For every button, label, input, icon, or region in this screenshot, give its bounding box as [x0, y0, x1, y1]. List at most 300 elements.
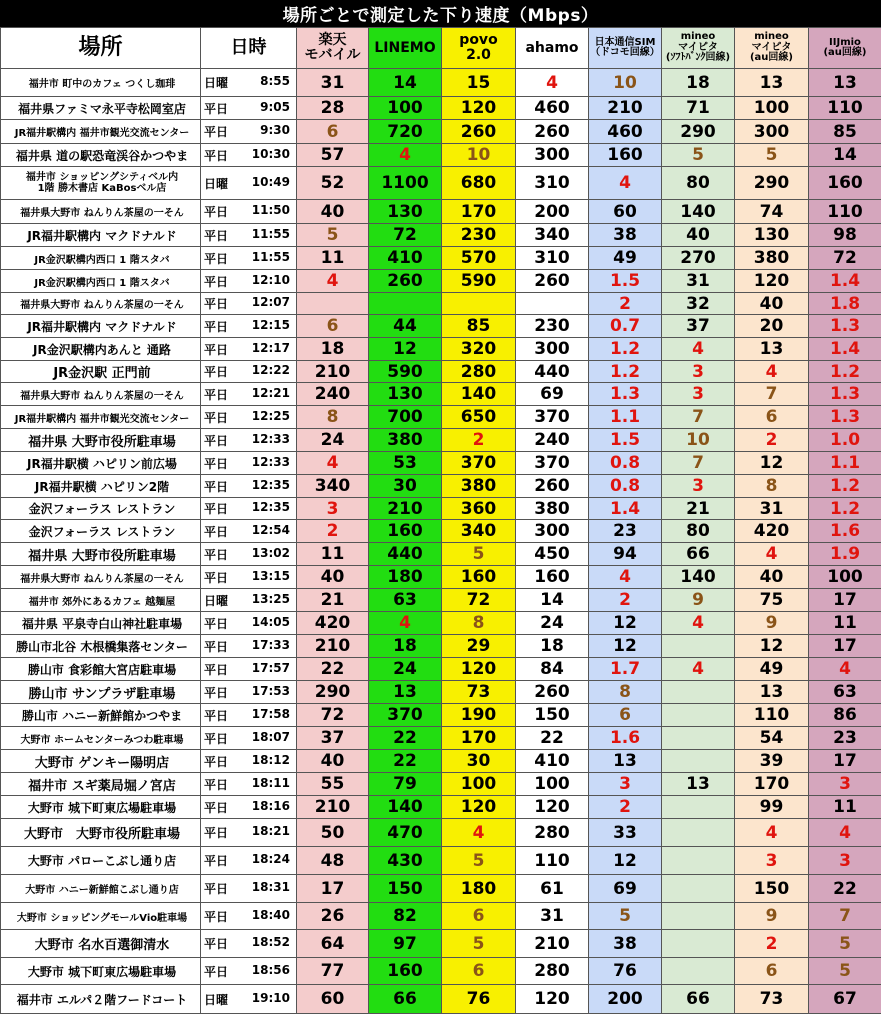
time-label: 13:02: [251, 545, 290, 560]
location-cell: 福井県大野市 ねんりん茶屋の一そん: [1, 293, 201, 315]
time-label: 13:25: [251, 591, 290, 606]
speed-povo: 120: [442, 658, 516, 681]
speed-povo: 590: [442, 270, 516, 293]
speed-povo: 6: [442, 903, 516, 930]
speed-rakuten: 17: [297, 875, 369, 903]
location-cell: 福井県ファミマ永平寺松岡室店: [1, 97, 201, 120]
speed-nihon-tsushin: 12: [589, 847, 662, 875]
speed-nihon-tsushin: 5: [589, 903, 662, 930]
location-cell: 福井県大野市 ねんりん茶屋の一そん: [1, 200, 201, 224]
speed-nihon-tsushin: 1.5: [589, 429, 662, 452]
day-label: 平日: [204, 639, 229, 654]
speed-rakuten: 72: [297, 704, 369, 727]
speed-linemo: 13: [369, 681, 442, 704]
speed-nihon-tsushin: 460: [589, 120, 662, 144]
speed-mineo-au: 31: [735, 498, 809, 520]
speed-ahamo: 240: [516, 429, 589, 452]
speed-povo: 120: [442, 796, 516, 819]
speed-povo: 370: [442, 452, 516, 475]
table-row: [1, 270, 881, 293]
speed-ahamo: 31: [516, 903, 589, 930]
speed-mineo-au: 300: [735, 120, 809, 144]
speed-rakuten: 55: [297, 773, 369, 796]
speed-linemo: 180: [369, 566, 442, 589]
speed-povo: 6: [442, 958, 516, 985]
speed-mineo-au: 13: [735, 681, 809, 704]
datetime-cell: [201, 543, 297, 566]
speed-rakuten: 60: [297, 985, 369, 1014]
speed-linemo: 700: [369, 406, 442, 429]
time-label: 18:16: [251, 798, 290, 813]
speed-mineo-softbank: [662, 796, 735, 819]
speed-nihon-tsushin: 38: [589, 930, 662, 958]
speed-mineo-softbank: 5: [662, 144, 735, 167]
datetime-cell: [201, 658, 297, 681]
day-label: 平日: [204, 882, 229, 896]
speed-nihon-tsushin: 1.2: [589, 338, 662, 361]
table-row: [1, 658, 881, 681]
datetime-cell: [201, 224, 297, 247]
speed-mineo-softbank: 66: [662, 985, 735, 1014]
speed-nihon-tsushin: 10: [589, 69, 662, 97]
table-row: [1, 120, 881, 144]
speed-iijmio: 110: [809, 200, 881, 224]
time-label: 10:49: [251, 174, 290, 189]
datetime-cell: [201, 167, 297, 200]
day-label: 平日: [204, 964, 229, 979]
speed-povo: 570: [442, 247, 516, 270]
speed-iijmio: 13: [809, 69, 881, 97]
speed-mineo-au: 4: [735, 543, 809, 566]
location-cell: 大野市 ハニー新鮮館こぶし通り店: [1, 875, 201, 903]
speed-nihon-tsushin: 1.5: [589, 270, 662, 293]
speed-ahamo: 260: [516, 120, 589, 144]
speed-ahamo: 61: [516, 875, 589, 903]
header-rakuten: 楽天 モバイル: [297, 28, 369, 69]
day-label: 平日: [204, 524, 229, 539]
speed-mineo-softbank: 4: [662, 658, 735, 681]
speed-nihon-tsushin: 2: [589, 589, 662, 612]
speed-povo: 190: [442, 704, 516, 727]
day-label: 平日: [204, 754, 229, 769]
speed-linemo: 470: [369, 819, 442, 847]
time-label: 18:12: [251, 752, 290, 767]
speed-povo: [442, 293, 516, 315]
datetime-cell: [201, 750, 297, 773]
speed-mineo-au: 4: [735, 361, 809, 383]
speed-linemo: 160: [369, 520, 442, 543]
day-label: 平日: [204, 662, 229, 677]
speed-mineo-softbank: 80: [662, 520, 735, 543]
day-label: 平日: [204, 251, 229, 266]
speed-ahamo: 14: [516, 589, 589, 612]
speed-nihon-tsushin: 94: [589, 543, 662, 566]
speed-povo: 5: [442, 930, 516, 958]
table-row: [1, 452, 881, 475]
datetime-cell: [201, 270, 297, 293]
speed-linemo: 160: [369, 958, 442, 985]
table-row: [1, 69, 881, 97]
speed-povo: 280: [442, 361, 516, 383]
datetime-cell: [201, 847, 297, 875]
speed-rakuten: 77: [297, 958, 369, 985]
speed-mineo-au: 420: [735, 520, 809, 543]
speed-mineo-softbank: 21: [662, 498, 735, 520]
location-cell: JR金沢駅構内西口 1 階スタバ: [1, 247, 201, 270]
speed-nihon-tsushin: 33: [589, 819, 662, 847]
header-ahamo: ahamo: [516, 28, 589, 69]
location-cell: JR福井駅構内 福井市観光交流センター: [1, 406, 201, 429]
speed-rakuten: 5: [297, 224, 369, 247]
datetime-cell: [201, 315, 297, 338]
day-label: 平日: [204, 125, 229, 139]
speed-mineo-softbank: 3: [662, 361, 735, 383]
speed-mineo-softbank: 66: [662, 543, 735, 566]
speed-povo: 85: [442, 315, 516, 338]
speed-mineo-softbank: [662, 750, 735, 773]
datetime-cell: [201, 566, 297, 589]
table-row: [1, 543, 881, 566]
time-label: 12:07: [251, 295, 290, 309]
table-row: [1, 167, 881, 200]
speed-rakuten: 22: [297, 658, 369, 681]
speed-linemo: 97: [369, 930, 442, 958]
speed-povo: 170: [442, 200, 516, 224]
speed-nihon-tsushin: 49: [589, 247, 662, 270]
speed-ahamo: 440: [516, 361, 589, 383]
table-row: [1, 612, 881, 635]
speed-nihon-tsushin: 12: [589, 635, 662, 658]
time-label: 18:40: [251, 907, 290, 922]
speed-nihon-tsushin: 1.6: [589, 727, 662, 750]
table-row: [1, 247, 881, 270]
speed-linemo: 1100: [369, 167, 442, 200]
speed-nihon-tsushin: 0.7: [589, 315, 662, 338]
datetime-cell: [201, 200, 297, 224]
speed-iijmio: 98: [809, 224, 881, 247]
speed-mineo-softbank: 270: [662, 247, 735, 270]
location-cell: JR福井駅横 ハピリン2階: [1, 475, 201, 498]
speed-povo: 140: [442, 383, 516, 406]
table-row: [1, 315, 881, 338]
table-row: [1, 704, 881, 727]
table-row: [1, 847, 881, 875]
table-row: [1, 224, 881, 247]
speed-ahamo: 310: [516, 247, 589, 270]
location-cell: 勝山市北谷 木根橋集落センター: [1, 635, 201, 658]
time-label: 12:10: [251, 272, 290, 287]
speed-mineo-au: 13: [735, 69, 809, 97]
speed-mineo-softbank: [662, 681, 735, 704]
speed-mineo-au: 380: [735, 247, 809, 270]
day-label: 平日: [204, 456, 229, 471]
speed-ahamo: 210: [516, 930, 589, 958]
time-label: 11:55: [251, 226, 290, 241]
speed-linemo: 22: [369, 727, 442, 750]
speed-table: [0, 27, 881, 1014]
location-cell: 大野市 ホームセンターみつわ駐車場: [1, 727, 201, 750]
speed-ahamo: 280: [516, 958, 589, 985]
speed-nihon-tsushin: 1.4: [589, 498, 662, 520]
speed-iijmio: 5: [809, 958, 881, 985]
speed-linemo: 12: [369, 338, 442, 361]
speed-mineo-au: 40: [735, 566, 809, 589]
time-label: 12:35: [251, 500, 290, 514]
speed-ahamo: 370: [516, 452, 589, 475]
day-label: 平日: [204, 909, 229, 924]
speed-iijmio: 100: [809, 566, 881, 589]
speed-ahamo: [516, 293, 589, 315]
speed-rakuten: 21: [297, 589, 369, 612]
speed-ahamo: 160: [516, 566, 589, 589]
day-label: 平日: [204, 854, 229, 868]
speed-mineo-au: 20: [735, 315, 809, 338]
time-label: 14:05: [251, 614, 290, 629]
datetime-cell: [201, 293, 297, 315]
speed-linemo: 24: [369, 658, 442, 681]
speed-linemo: 53: [369, 452, 442, 475]
speed-mineo-softbank: [662, 847, 735, 875]
table-row: [1, 796, 881, 819]
day-label: 平日: [204, 342, 229, 357]
speed-povo: 4: [442, 819, 516, 847]
speed-iijmio: 17: [809, 635, 881, 658]
speed-iijmio: 1.9: [809, 543, 881, 566]
location-cell: 福井市 郊外にあるカフェ 越麺屋: [1, 589, 201, 612]
speed-ahamo: 300: [516, 520, 589, 543]
speed-povo: 5: [442, 847, 516, 875]
speed-povo: 260: [442, 120, 516, 144]
speed-mineo-softbank: 13: [662, 773, 735, 796]
speed-mineo-au: 39: [735, 750, 809, 773]
time-label: 12:21: [251, 385, 290, 400]
speed-ahamo: 410: [516, 750, 589, 773]
day-label: 平日: [204, 731, 229, 746]
speed-linemo: 44: [369, 315, 442, 338]
speed-nihon-tsushin: 1.1: [589, 406, 662, 429]
speed-ahamo: 260: [516, 270, 589, 293]
header-datetime: 日時: [201, 28, 297, 69]
day-label: 平日: [204, 101, 229, 116]
speed-linemo: 82: [369, 903, 442, 930]
time-label: 18:07: [251, 729, 290, 744]
day-label: 平日: [204, 433, 229, 448]
speed-povo: 160: [442, 566, 516, 589]
day-label: 平日: [204, 479, 229, 494]
day-label: 日曜: [204, 593, 229, 608]
speed-rakuten: 11: [297, 543, 369, 566]
speed-mineo-au: 290: [735, 167, 809, 200]
speed-mineo-au: 9: [735, 612, 809, 635]
speed-rakuten: 340: [297, 475, 369, 498]
speed-iijmio: 11: [809, 796, 881, 819]
speed-mineo-au: 100: [735, 97, 809, 120]
day-label: 平日: [204, 228, 229, 243]
speed-rakuten: 37: [297, 727, 369, 750]
time-label: 9:05: [260, 99, 290, 114]
day-label: 日曜: [204, 176, 229, 191]
speed-iijmio: 160: [809, 167, 881, 200]
time-label: 17:33: [251, 637, 290, 652]
time-label: 13:15: [251, 568, 290, 583]
datetime-cell: [201, 452, 297, 475]
speed-rakuten: 28: [297, 97, 369, 120]
datetime-cell: [201, 383, 297, 406]
datetime-cell: [201, 120, 297, 144]
speed-mineo-au: 8: [735, 475, 809, 498]
day-label: 平日: [204, 410, 229, 425]
location-cell: JR福井駅横 ハピリン前広場: [1, 452, 201, 475]
speed-iijmio: 3: [809, 773, 881, 796]
datetime-cell: [201, 704, 297, 727]
datetime-cell: [201, 406, 297, 429]
speed-rakuten: 240: [297, 383, 369, 406]
table-row: [1, 985, 881, 1014]
speed-mineo-au: 130: [735, 224, 809, 247]
speed-ahamo: 260: [516, 475, 589, 498]
time-label: 19:10: [251, 990, 290, 1005]
speed-mineo-softbank: 290: [662, 120, 735, 144]
time-label: 11:55: [251, 249, 290, 264]
speed-iijmio: 3: [809, 847, 881, 875]
speed-nihon-tsushin: 0.8: [589, 475, 662, 498]
speed-povo: 360: [442, 498, 516, 520]
time-label: 18:31: [251, 880, 290, 894]
time-label: 12:54: [251, 522, 290, 537]
speed-mineo-softbank: [662, 819, 735, 847]
speed-povo: 650: [442, 406, 516, 429]
speed-povo: 10: [442, 144, 516, 167]
speed-rakuten: 210: [297, 635, 369, 658]
location-cell: 福井県 大野市役所駐車場: [1, 429, 201, 452]
speed-nihon-tsushin: 6: [589, 704, 662, 727]
time-label: 18:21: [251, 824, 290, 838]
datetime-cell: [201, 796, 297, 819]
speed-mineo-au: 99: [735, 796, 809, 819]
speed-ahamo: 340: [516, 224, 589, 247]
speed-mineo-softbank: 140: [662, 566, 735, 589]
header-row: [1, 28, 881, 69]
speed-iijmio: 5: [809, 930, 881, 958]
time-label: 18:56: [251, 962, 290, 977]
day-label: 平日: [204, 826, 229, 840]
table-row: [1, 875, 881, 903]
speed-linemo: 150: [369, 875, 442, 903]
speed-mineo-au: 40: [735, 293, 809, 315]
speed-iijmio: 1.6: [809, 520, 881, 543]
speed-linemo: 22: [369, 750, 442, 773]
table-row: [1, 750, 881, 773]
speed-iijmio: 1.3: [809, 406, 881, 429]
speed-mineo-au: 150: [735, 875, 809, 903]
location-cell: 福井県大野市 ねんりん茶屋の一そん: [1, 566, 201, 589]
speed-mineo-au: 2: [735, 930, 809, 958]
speed-mineo-au: 12: [735, 635, 809, 658]
speed-rakuten: 6: [297, 315, 369, 338]
day-label: 平日: [204, 502, 229, 516]
speed-mineo-softbank: 31: [662, 270, 735, 293]
speed-mineo-softbank: 7: [662, 406, 735, 429]
time-label: 12:33: [251, 431, 290, 446]
speed-rakuten: 50: [297, 819, 369, 847]
datetime-cell: [201, 69, 297, 97]
location-cell: JR福井駅構内 マクドナルド: [1, 224, 201, 247]
speed-mineo-au: 120: [735, 270, 809, 293]
speed-rakuten: 18: [297, 338, 369, 361]
time-label: 10:30: [251, 146, 290, 161]
speed-povo: 29: [442, 635, 516, 658]
datetime-cell: [201, 903, 297, 930]
speed-linemo: 30: [369, 475, 442, 498]
speed-mineo-au: 7: [735, 383, 809, 406]
speed-ahamo: 310: [516, 167, 589, 200]
location-cell: JR福井駅構内 マクドナルド: [1, 315, 201, 338]
speed-iijmio: 85: [809, 120, 881, 144]
table-row: [1, 958, 881, 985]
time-label: 8:55: [260, 74, 290, 88]
location-cell: 福井市 エルパ２階フードコート: [1, 985, 201, 1014]
speed-mineo-au: 12: [735, 452, 809, 475]
datetime-cell: [201, 498, 297, 520]
speed-ahamo: 460: [516, 97, 589, 120]
speed-mineo-softbank: 40: [662, 224, 735, 247]
speed-rakuten: 40: [297, 200, 369, 224]
speed-rakuten: 8: [297, 406, 369, 429]
speed-linemo: 210: [369, 498, 442, 520]
speed-linemo: 72: [369, 224, 442, 247]
speed-rakuten: 24: [297, 429, 369, 452]
location-cell: 大野市 城下町東広場駐車場: [1, 796, 201, 819]
speed-linemo: 720: [369, 120, 442, 144]
speed-linemo: 130: [369, 200, 442, 224]
speed-mineo-au: 54: [735, 727, 809, 750]
table-row: [1, 200, 881, 224]
location-cell: 福井県 平泉寺白山神社駐車場: [1, 612, 201, 635]
speed-mineo-softbank: [662, 704, 735, 727]
datetime-cell: [201, 144, 297, 167]
speed-ahamo: 22: [516, 727, 589, 750]
speed-mineo-softbank: 3: [662, 475, 735, 498]
table-row: [1, 566, 881, 589]
speed-mineo-au: 74: [735, 200, 809, 224]
day-label: 平日: [204, 800, 229, 815]
header-iijmio: IIJmio (au回線): [809, 28, 881, 69]
location-cell: 金沢フォーラス レストラン: [1, 498, 201, 520]
speed-mineo-au: 5: [735, 144, 809, 167]
day-label: 平日: [204, 616, 229, 631]
speed-iijmio: 17: [809, 750, 881, 773]
speed-mineo-softbank: 37: [662, 315, 735, 338]
speed-povo: 340: [442, 520, 516, 543]
header-povo: povo 2.0: [442, 28, 516, 69]
speed-rakuten: 26: [297, 903, 369, 930]
speed-rakuten: 3: [297, 498, 369, 520]
time-label: 18:52: [251, 935, 290, 949]
speed-ahamo: 200: [516, 200, 589, 224]
speed-ahamo: 84: [516, 658, 589, 681]
time-label: 12:17: [251, 340, 290, 355]
location-cell: 福井市 スギ薬局堀ノ宮店: [1, 773, 201, 796]
speed-povo: 76: [442, 985, 516, 1014]
speed-rakuten: 52: [297, 167, 369, 200]
speed-ahamo: 300: [516, 338, 589, 361]
location-cell: 勝山市 サンプラザ駐車場: [1, 681, 201, 704]
speed-linemo: 63: [369, 589, 442, 612]
datetime-cell: [201, 97, 297, 120]
day-label: 平日: [204, 205, 229, 219]
speed-iijmio: 7: [809, 903, 881, 930]
speed-mineo-au: 170: [735, 773, 809, 796]
